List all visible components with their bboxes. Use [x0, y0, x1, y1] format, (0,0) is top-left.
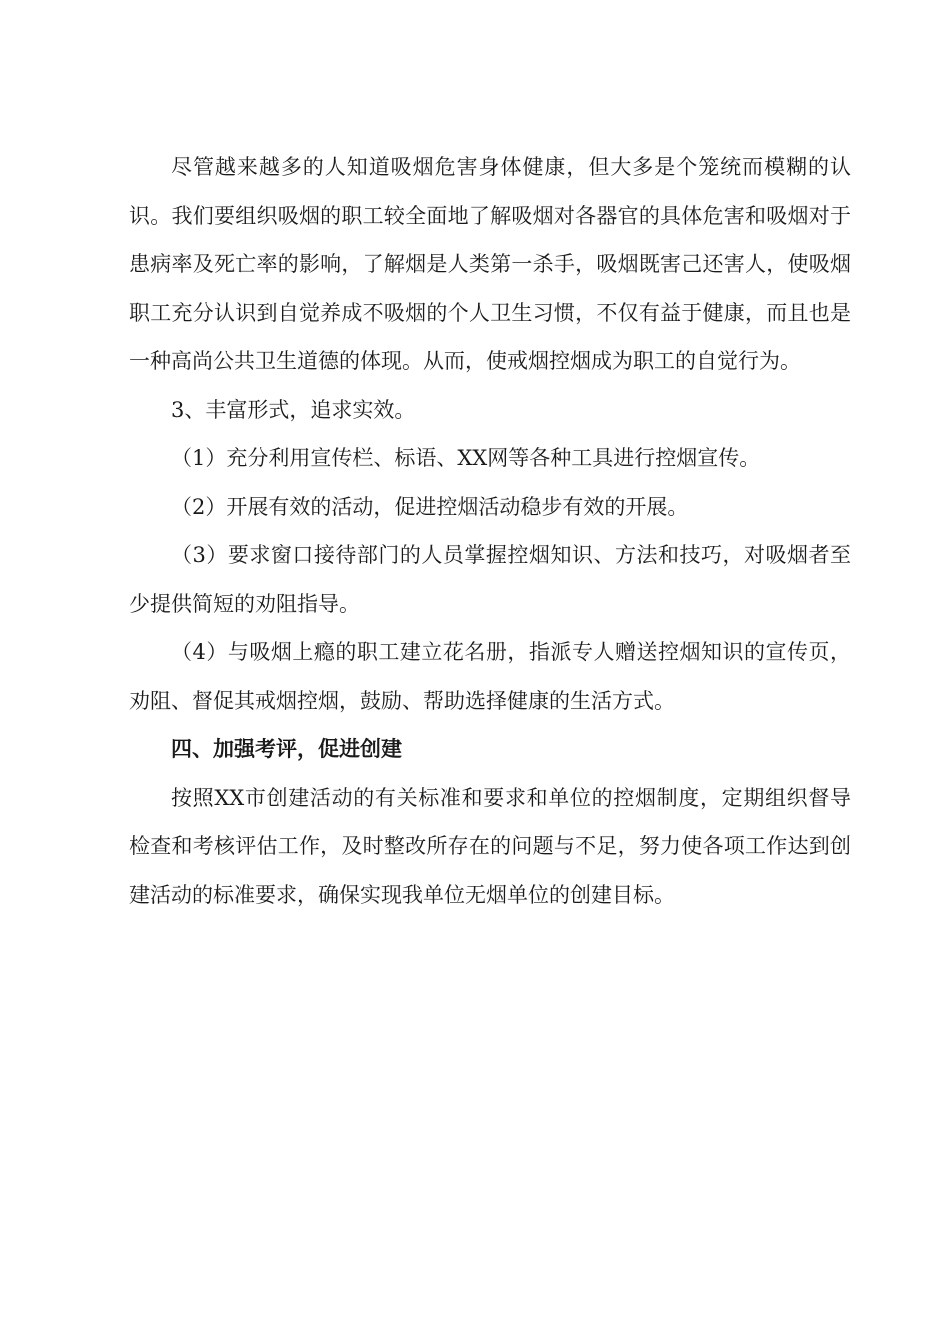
- list-item-3: （3）要求窗口接待部门的人员掌握控烟知识、方法和技巧，对吸烟者至少提供简短的劝阻指导。: [129, 543, 851, 616]
- list-item-2: （2）开展有效的活动，促进控烟活动稳步有效的开展。: [171, 494, 689, 519]
- paragraph-assessment: 按照XX市创建活动的有关标准和要求和单位的控烟制度，定期组织督导检查和考核评估工作，及时整改所存在的问题与不足，努力使各项工作达到创建活动的标准要求，确保实现我单位无烟单位的创建目标。: [129, 785, 851, 907]
- document-body: [129, 143, 851, 919]
- section-heading: 四、加强考评，促进创建: [171, 736, 402, 761]
- list-item-4: （4）与吸烟上瘾的职工建立花名册，指派专人赠送控烟知识的宣传页，劝阻、督促其戒烟控烟，鼓励、帮助选择健康的生活方式。: [129, 640, 851, 713]
- list-item-1: （1）充分利用宣传栏、标语、XX网等各种工具进行控烟宣传。: [171, 446, 761, 470]
- paragraph-smoking-awareness: 尽管越来越多的人知道吸烟危害身体健康，但大多是个笼统而模糊的认识。我们要组织吸烟的职工较全面地了解吸烟对各器官的具体危害和吸烟对于患病率及死亡率的影响，了解烟是人类第一杀手，吸烟既害己还害人，使吸烟职工充分认识到自觉养成不吸烟的个人卫生习惯，不仅有益于健康，而且也是一种高尚公共卫生道德的体现。从而，使戒烟控烟成为职工的自觉行为。: [129, 155, 851, 373]
- subheading-enrich-forms: 3、丰富形式，追求实效。: [171, 397, 416, 422]
